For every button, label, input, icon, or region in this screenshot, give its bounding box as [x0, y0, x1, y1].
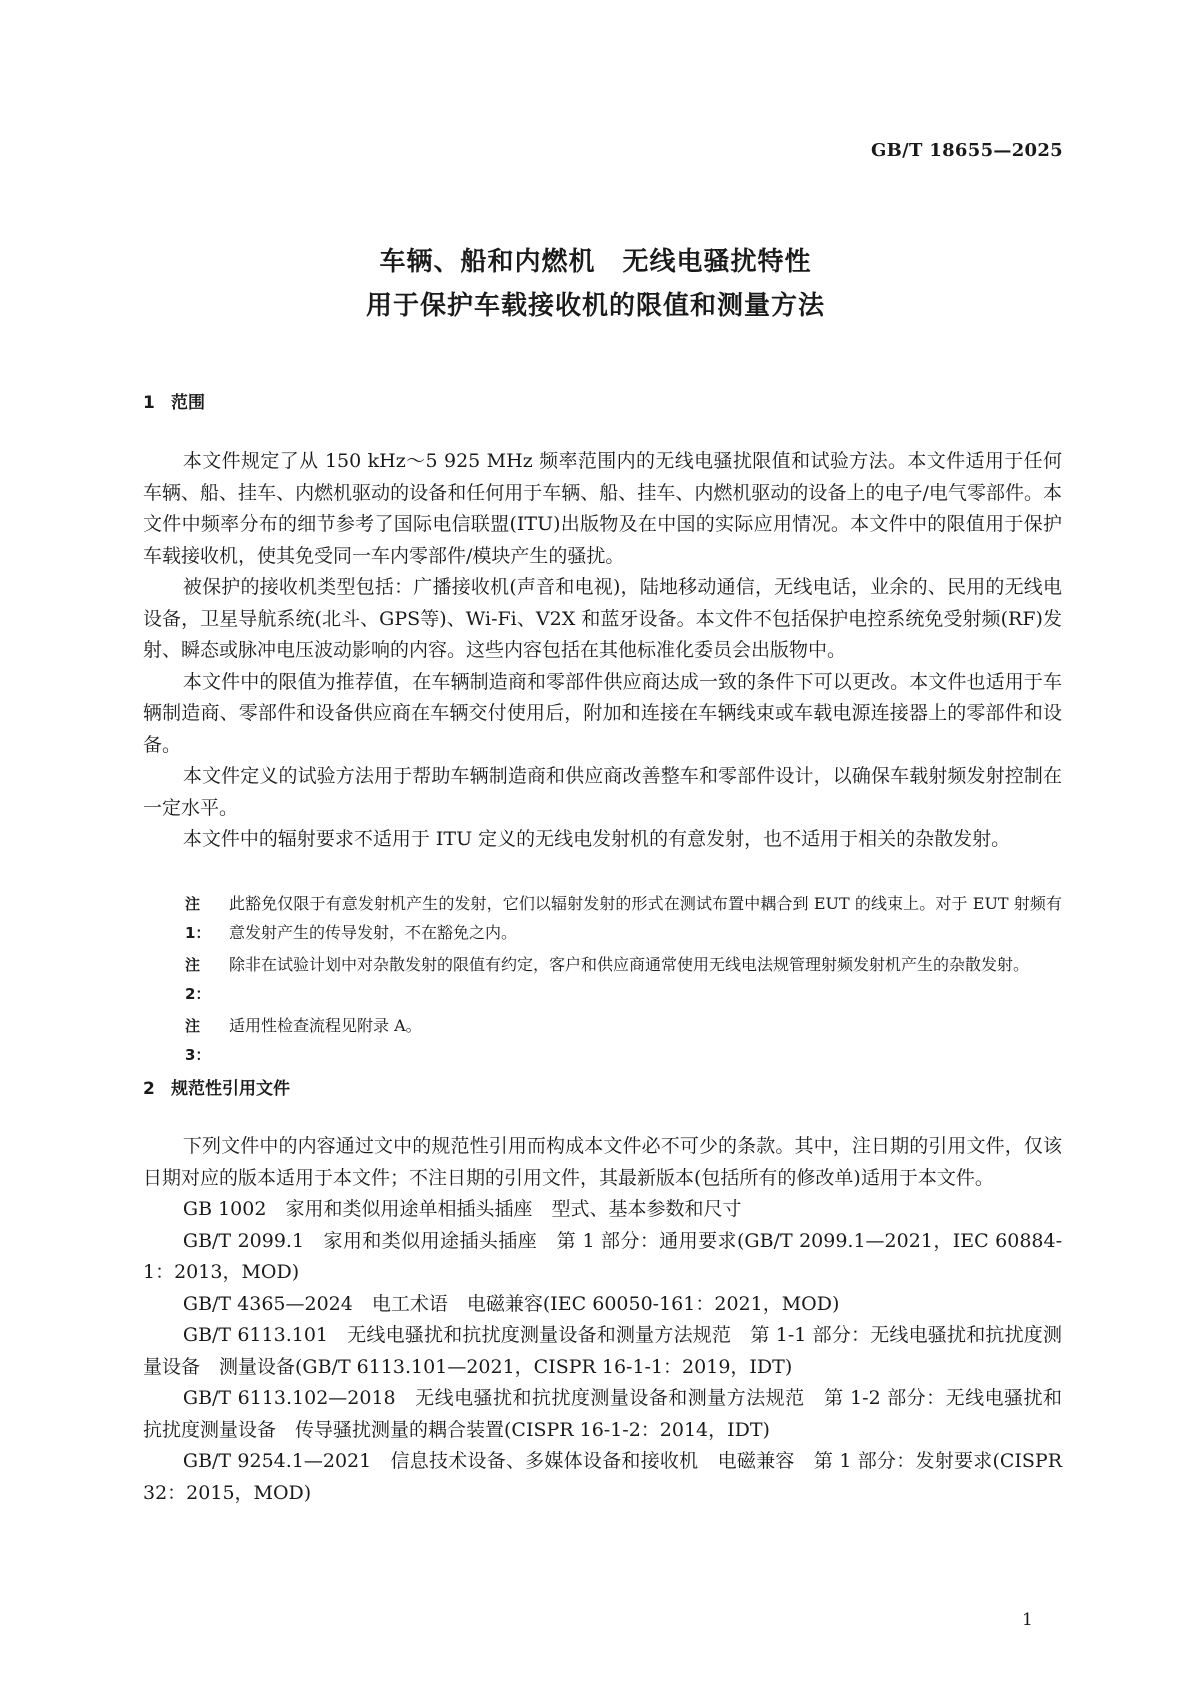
reference-title: 家用和类似用途单相插头插座 型式、基本参数和尺寸	[285, 1198, 742, 1220]
reference-code: GB/T 6113.101	[182, 1324, 329, 1346]
reference-title: 电工术语 电磁兼容(IEC 60050-161：2021，MOD)	[371, 1292, 840, 1315]
title-line-1: 车辆、船和内燃机 无线电骚扰特性	[379, 247, 812, 277]
paragraph: 本文件定义的试验方法用于帮助车辆制造商和供应商改善整车和零部件设计，以确保车载射频发射控制在一定水平。	[143, 765, 1062, 819]
reference-code: GB/T 9254.1—2021	[182, 1450, 372, 1472]
paragraph: 本文件中的限值为推荐值，在车辆制造商和零部件供应商达成一致的条件下可以更改。本文件也适用于车辆制造商、零部件和设备供应商在车辆交付使用后，附加和连接在车辆线束或车载电源连接器上的零部件和设备。	[143, 670, 1062, 756]
note	[185, 951, 1062, 1008]
reference-title: 家用和类似用途插头插座 第 1 部分：通用要求(GB/T 2099.1—2021，IEC 60884-1：2013，MOD)	[143, 1229, 1062, 1283]
reference-item	[143, 1320, 1062, 1383]
reference-item	[143, 1446, 1062, 1509]
section-2-body	[143, 1131, 1062, 1509]
document-title	[0, 240, 1191, 328]
reference-code: GB/T 6113.102—2018	[182, 1387, 396, 1409]
paragraph: 本文件规定了从 150 kHz～5 925 MHz 频率范围内的无线电骚扰限值和试验方法。本文件适用于任何车辆、船、挂车、内燃机驱动的设备和任何用于车辆、船、挂车、内燃机驱动的设备上的电子/电气零部件。本文件中频率分布的细节参考了国际电信联盟(ITU)出版物及在中国的实际应用情况。本文件中的限值用于保护车载接收机，使其免受同一车内零部件/模块产生的骚扰。	[143, 450, 1062, 567]
section-1-body	[143, 446, 1062, 856]
reference-code: GB/T 4365—2024	[182, 1292, 353, 1315]
section-1-heading	[143, 388, 205, 413]
title-line-2: 用于保护车载接收机的限值和测量方法	[365, 291, 825, 321]
paragraph: 下列文件中的内容通过文中的规范性引用而构成本文件必不可少的条款。其中，注日期的引用文件，仅该日期对应的版本适用于本文件；不注日期的引用文件，其最新版本(包括所有的修改单)适用于本文件。	[143, 1135, 1062, 1189]
note	[185, 890, 1062, 947]
reference-item	[143, 1226, 1062, 1289]
paragraph: 本文件中的辐射要求不适用于 ITU 定义的无线电发射机的有意发射，也不适用于相关的杂散发射。	[182, 828, 1011, 850]
reference-code: GB/T 2099.1	[182, 1229, 305, 1252]
note-text: 此豁免仅限于有意发射机产生的发射，它们以辐射发射的形式在测试布置中耦合到 EUT 的线束上。对于 EUT 射频有意发射产生的传导发射，不在豁免之内。	[229, 894, 1062, 942]
reference-title: 无线电骚扰和抗扰度测量设备和测量方法规范 第 1-1 部分：无线电骚扰和抗扰度测量设备 测量设备(GB/T 6113.101—2021，CISPR 16-1-1：2019，IDT)	[143, 1324, 1062, 1378]
section-2-heading	[143, 1074, 290, 1099]
section-number: 2	[143, 1079, 155, 1099]
reference-item	[143, 1194, 1062, 1226]
note-text: 适用性检查流程见附录 A。	[229, 1016, 422, 1035]
standard-number: GB/T 18655—2025	[870, 140, 1063, 161]
note-label: 注 2：	[185, 956, 211, 1003]
reference-item	[143, 1383, 1062, 1446]
reference-title: 无线电骚扰和抗扰度测量设备和测量方法规范 第 1-2 部分：无线电骚扰和抗扰度测量设备 传导骚扰测量的耦合装置(CISPR 16-1-2：2014，IDT)	[143, 1387, 1062, 1441]
note	[185, 1012, 1062, 1069]
paragraph: 被保护的接收机类型包括：广播接收机(声音和电视)，陆地移动通信，无线电话，业余的、民用的无线电设备，卫星导航系统(北斗、GPS等)、Wi-Fi、V2X 和蓝牙设备。本文件不包括保护电控系统免受射频(RF)发射、瞬态或脉冲电压波动影响的内容。这些内容包括在其他标准化委员会出版物中。	[143, 576, 1062, 661]
page-number: 1	[1022, 1610, 1033, 1630]
note-text: 除非在试验计划中对杂散发射的限值有约定，客户和供应商通常使用无线电法规管理射频发射机产生的杂散发射。	[229, 955, 1030, 974]
reference-item	[143, 1289, 1062, 1321]
reference-title: 信息技术设备、多媒体设备和接收机 电磁兼容 第 1 部分：发射要求(CISPR 32：2015，MOD)	[143, 1450, 1063, 1504]
section-number: 1	[143, 393, 155, 413]
note-label: 注 3：	[185, 1017, 211, 1064]
section-title: 范围	[171, 393, 205, 413]
note-label: 注 1：	[185, 895, 211, 942]
reference-code: GB 1002	[182, 1198, 267, 1220]
notes	[185, 890, 1062, 1073]
section-title: 规范性引用文件	[171, 1079, 290, 1099]
